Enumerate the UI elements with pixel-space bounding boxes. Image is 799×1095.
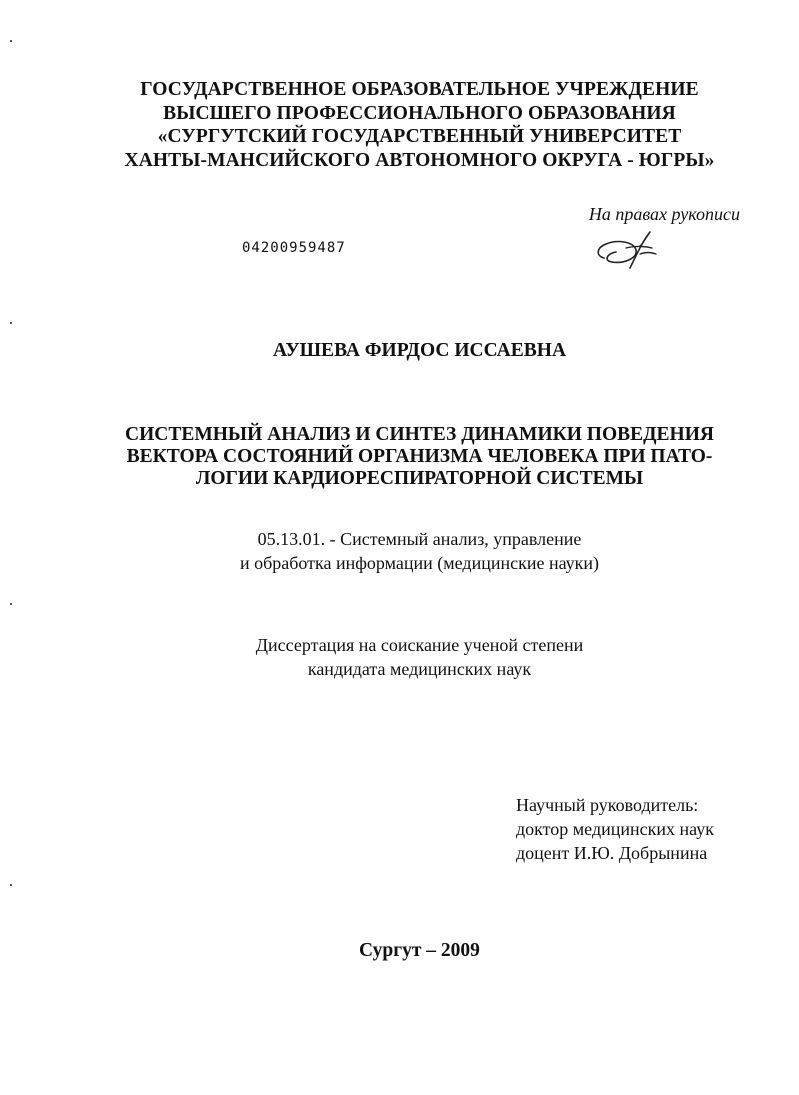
supervisor-line: доктор медицинских наук [516, 819, 714, 839]
degree-line: Диссертация на соискание ученой степени [255, 635, 584, 655]
institution-line: ВЫСШЕГО ПРОФЕССИОНАЛЬНОГО ОБРАЗОВАНИЯ [163, 102, 676, 124]
degree-statement [20, 633, 799, 681]
institution-line: ХАНТЫ-МАНСИЙСКОГО АВТОНОМНОГО ОКРУГА - ЮГРЫ» [124, 149, 715, 171]
scan-speck [10, 322, 12, 324]
document-code: 04200959487 [242, 240, 346, 256]
scan-speck [10, 603, 12, 605]
scan-speck [10, 884, 12, 886]
title-line: СИСТЕМНЫЙ АНАЛИЗ И СИНТЕЗ ДИНАМИКИ ПОВЕДЕНИЯ [125, 424, 714, 445]
signature-icon [590, 228, 670, 272]
author-name: АУШЕВА ФИРДОС ИССАЕВНА [272, 340, 567, 361]
institution-line: ГОСУДАРСТВЕННОЕ ОБРАЗОВАТЕЛЬНОЕ УЧРЕЖДЕНИЕ [140, 79, 699, 100]
supervisor-line: Научный руководитель: [516, 795, 699, 815]
specialty-line: и обработка информации (медицинские науки) [239, 553, 600, 573]
title-line: ЛОГИИ КАРДИОРЕСПИРАТОРНОЙ СИСТЕМЫ [195, 468, 644, 489]
specialty-line: 05.13.01. - Системный анализ, управление [257, 529, 582, 549]
title-line: ВЕКТОРА СОСТОЯНИЙ ОРГАНИЗМА ЧЕЛОВЕКА ПРИ ПАТО- [126, 446, 713, 467]
dissertation-title [20, 424, 799, 490]
manuscript-note: На правах рукописи [588, 204, 740, 224]
degree-line: кандидата медицинских наук [307, 659, 532, 679]
place-year: Сургут – 2009 [359, 940, 480, 961]
specialty [20, 527, 799, 575]
institution-line: «СУРГУТСКИЙ ГОСУДАРСТВЕННЫЙ УНИВЕРСИТЕТ [157, 126, 682, 147]
scan-speck [10, 40, 12, 42]
institution-header [20, 78, 799, 172]
supervisor-block [516, 793, 714, 865]
supervisor-line: доцент И.Ю. Добрынина [516, 843, 708, 863]
